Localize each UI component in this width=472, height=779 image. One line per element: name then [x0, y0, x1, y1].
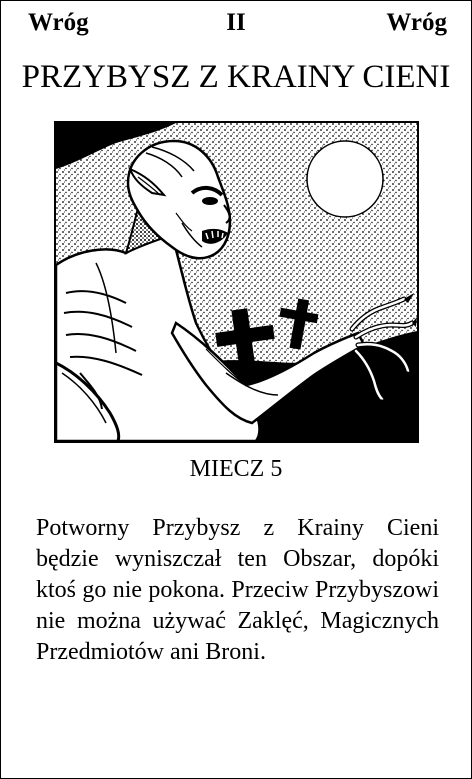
- card-type-left: Wróg: [28, 9, 89, 36]
- card-title: PRZYBYSZ Z KRAINY CIENI: [21, 59, 451, 95]
- moon: [307, 141, 383, 217]
- card-illustration: [54, 121, 419, 443]
- card-level: II: [226, 9, 246, 36]
- card-type-right: Wróg: [386, 9, 447, 36]
- card-stat: MIECZ 5: [189, 456, 283, 482]
- card-header: [1, 9, 471, 41]
- card-description: Potworny Przybysz z Krainy Cieni będzie wyniszczał ten Obszar, dopóki ktoś go nie pokona. Przeciw Przybyszowi nie można używać Zaklęć, Magicznych Przedmiotów ani Broni.: [36, 515, 439, 665]
- shadow-creature-illustration: [56, 123, 417, 441]
